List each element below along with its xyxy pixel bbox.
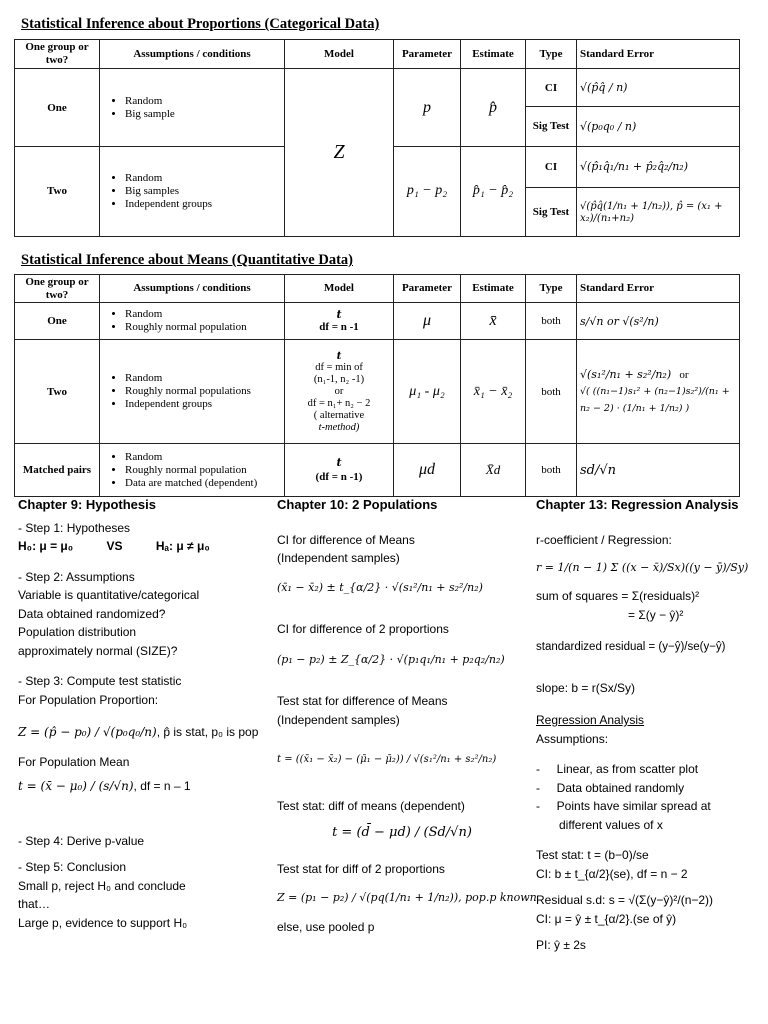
se-two-pooled: √( ((n₁−1)s₁² + (n₂−1)s₂²)/(n₁ + n₂ − 2) · (1/n₁ + 1/n₂) ) xyxy=(580,385,730,414)
model-line: (n₁-1, n₂ -1) xyxy=(313,373,365,385)
assumption-line: Data obtained randomized? xyxy=(18,606,166,621)
model-one xyxy=(285,303,394,340)
se-one-sig: √(p₀q₀ / n) xyxy=(577,107,740,147)
regression-title: Regression Analysis xyxy=(536,713,645,727)
test-stat: Test stat: t = (b−0)/se xyxy=(536,848,649,862)
assumptions-two xyxy=(100,146,285,236)
model-line: df = min of xyxy=(315,361,363,373)
step-5: - Step 5: Conclusion xyxy=(18,860,127,874)
estimate-two: x̄₁ − x̄₂ xyxy=(461,340,526,444)
assumption-item: • Big samples xyxy=(125,185,281,198)
assumptions-two xyxy=(100,340,285,444)
model-matched xyxy=(285,444,394,497)
parameter-one: p xyxy=(394,69,461,146)
assumption-item: • Independent groups xyxy=(125,198,281,211)
col-header-model: Model xyxy=(285,275,394,303)
model-line: ( alternative xyxy=(313,409,365,421)
parameter-one: μ xyxy=(394,303,461,340)
ts-dep-formula: t = (d̄ − μd) / (Sd/√n) xyxy=(332,825,472,841)
residual-sd: Residual s.d: s = √(Σ(y−ŷ)²/(n−2)) xyxy=(536,893,714,907)
model-t: t xyxy=(336,456,342,469)
prediction-interval: PI: ŷ ± 2s xyxy=(536,938,586,952)
assumption-item: • Data are matched (dependent) xyxy=(125,477,281,490)
type-both: both xyxy=(526,444,577,497)
ci-means-formula: (x̄₁ − x̄₂) ± t_{α/2} · √(s₁²/n₁ + s₂²/n₂) xyxy=(277,581,483,595)
conclusion-line: Small p, reject H₀ and conclude xyxy=(18,878,186,893)
chapter-10-heading: Chapter 10: 2 Populations xyxy=(277,497,438,512)
assumption-item: • Big sample xyxy=(125,108,281,121)
model-line: t-method) xyxy=(318,421,360,433)
type-ci: CI xyxy=(526,146,577,188)
se-two-unpooled: √(s₁²/n₁ + s₂²/n₂) xyxy=(580,367,672,381)
reg-assumption: - Points have similar spread at xyxy=(536,799,711,813)
type-sig-test: Sig Test xyxy=(526,107,577,147)
assumption-item: • Roughly normal population xyxy=(125,321,281,334)
model-t: t xyxy=(336,349,342,362)
assumption-item: • Random xyxy=(125,372,281,385)
model-two xyxy=(285,340,394,444)
assumption-item: • Independent groups xyxy=(125,398,281,411)
col-header-model: Model xyxy=(285,40,394,69)
col-header-groups: One group or two? xyxy=(15,40,100,69)
ci-means-subtitle: (Independent samples) xyxy=(277,551,400,565)
col-header-type: Type xyxy=(526,275,577,303)
ci-slope: CI: b ± t_{α/2}(se), df = n − 2 xyxy=(536,866,688,881)
standardized-residual: standardized residual = (y−ŷ)/se(y−ŷ) xyxy=(536,641,726,653)
col-header-type: Type xyxy=(526,40,577,69)
col-header-se: Standard Error xyxy=(577,275,740,303)
means-table xyxy=(14,274,740,497)
row-label-two: Two xyxy=(15,146,100,236)
conclusion-line: that… xyxy=(18,897,51,911)
se-two-ci: √(p̂₁q̂₁/n₁ + p̂₂q̂₂/n₂) xyxy=(577,146,740,188)
se-or: or xyxy=(679,368,689,381)
type-sig-test: Sig Test xyxy=(526,188,577,237)
z-formula: Z = (p̂ − p₀) / √(p₀q₀/n) xyxy=(18,724,157,739)
ci-prop-title: CI for difference of 2 proportions xyxy=(277,621,449,636)
col-header-groups: One group or two? xyxy=(15,275,100,303)
assumptions-one xyxy=(100,69,285,146)
model-line: df = n₁+ n₂ − 2 xyxy=(307,397,371,409)
z-note: , p̂ is stat, p₀ is pop xyxy=(156,724,259,739)
ts-means-subtitle: (Independent samples) xyxy=(277,712,400,727)
estimate-two: p̂₁ − p̂₂ xyxy=(461,146,526,236)
type-both: both xyxy=(526,340,577,444)
col-header-estimate: Estimate xyxy=(461,40,526,69)
model-df: df = n -1 xyxy=(319,321,359,333)
t-note: , df = n – 1 xyxy=(133,779,191,794)
for-proportion: For Population Proportion: xyxy=(18,692,159,707)
ts-prop-formula: Z = (p₁ − p₂) / √(pq(1/n₁ + 1/n₂)) xyxy=(277,890,459,904)
for-mean: For Population Mean xyxy=(18,755,130,769)
ci-mean-response: CI: μ = ŷ ± t_{α/2}.(se of ŷ) xyxy=(536,911,677,926)
step-2: - Step 2: Assumptions xyxy=(18,569,135,584)
col-header-parameter: Parameter xyxy=(394,40,461,69)
parameter-matched: μd xyxy=(394,444,461,497)
assumptions-one xyxy=(100,303,285,340)
assumption-item: • Random xyxy=(125,95,281,108)
conclusion-line: Large p, evidence to support H₀ xyxy=(18,915,188,930)
sum-of-squares-2: = Σ(y − ŷ)² xyxy=(628,607,684,622)
proportions-table xyxy=(14,39,740,237)
type-both: both xyxy=(526,303,577,340)
sum-of-squares: sum of squares = Σ(residuals)² xyxy=(536,589,700,603)
assumption-item: • Roughly normal population xyxy=(125,464,281,477)
ts-means-formula: t = ((x̄₁ − x̄₂) − (μ̄₁ − μ̄₂)) / √(s₁²/n₁ + s₂²/n₂) xyxy=(277,753,497,765)
reg-assumption: different values of x xyxy=(559,817,663,832)
assumption-line: Variable is quantitative/categorical xyxy=(18,588,200,602)
col-header-parameter: Parameter xyxy=(394,275,461,303)
row-label-one: One xyxy=(15,303,100,340)
step-4: - Step 4: Derive p-value xyxy=(18,833,145,848)
se-one-ci: √(p̂q̂ / n) xyxy=(577,69,740,107)
chapter-10-column xyxy=(277,496,537,937)
r-title: r-coefficient / Regression: xyxy=(536,532,672,547)
type-ci: CI xyxy=(526,69,577,107)
means-title: Statistical Inference about Means (Quantitative Data) xyxy=(21,252,353,268)
assumptions-label: Assumptions: xyxy=(536,731,609,746)
assumption-item: • Random xyxy=(125,172,281,185)
chapter-9-heading: Chapter 9: Hypothesis xyxy=(18,497,156,512)
model-df: (df = n -1) xyxy=(315,471,363,483)
row-label-matched: Matched pairs xyxy=(15,444,100,497)
model-t: t xyxy=(336,308,342,321)
pooled-note: else, use pooled p xyxy=(277,920,375,934)
ts-prop-note: , pop.p known xyxy=(458,890,537,904)
reg-assumption: - Linear, as from scatter plot xyxy=(536,762,699,776)
t-formula: t = (x̄ − μ₀) / (s/√n) xyxy=(18,779,134,794)
col-header-assumptions: Assumptions / conditions xyxy=(100,275,285,303)
proportions-title: Statistical Inference about Proportions (Categorical Data) xyxy=(21,16,380,32)
reg-assumption: - Data obtained randomly xyxy=(536,780,685,795)
assumption-line: Population distribution xyxy=(18,625,137,639)
se-one: s/√n or √(s²/n) xyxy=(577,303,740,340)
se-two xyxy=(577,340,740,444)
estimate-matched: X̄d xyxy=(461,444,526,497)
assumption-item: • Roughly normal populations xyxy=(125,385,281,398)
r-formula: r = 1/(n − 1) Σ ((x − x̄)/Sx)((y − ȳ)/Sy) xyxy=(536,560,749,574)
parameter-two: μ₁ - μ₂ xyxy=(394,340,461,444)
assumptions-matched xyxy=(100,444,285,497)
chapter-13-column xyxy=(536,496,760,955)
assumption-item: • Random xyxy=(125,308,281,321)
parameter-two: p₁ − p₂ xyxy=(394,146,461,236)
col-header-estimate: Estimate xyxy=(461,275,526,303)
ci-means-title: CI for difference of Means xyxy=(277,532,415,547)
row-label-two: Two xyxy=(15,340,100,444)
se-matched: sd/√n xyxy=(577,444,740,497)
hypotheses: H₀: μ = μ₀ VS Hₐ: μ ≠ μ₀ xyxy=(18,539,210,553)
model-z: Z xyxy=(285,69,394,237)
chapter-13-heading: Chapter 13: Regression Analysis xyxy=(536,497,739,512)
assumption-item: • Random xyxy=(125,451,281,464)
ts-dep-title: Test stat: diff of means (dependent) xyxy=(277,799,465,813)
slope: slope: b = r(Sx/Sy) xyxy=(536,680,636,695)
estimate-one: p̂ xyxy=(461,69,526,146)
chapter-9-column xyxy=(18,496,268,932)
estimate-one: x̄ xyxy=(461,303,526,340)
row-label-one: One xyxy=(15,69,100,146)
col-header-se: Standard Error xyxy=(577,40,740,69)
step-1: - Step 1: Hypotheses xyxy=(18,520,131,535)
col-header-assumptions: Assumptions / conditions xyxy=(100,40,285,69)
assumption-line: approximately normal (SIZE)? xyxy=(18,643,178,658)
se-two-sig: √(p̂q̂(1/n₁ + 1/n₂)), p̂ = (x₁ + x₂)/(n₁+n₂) xyxy=(577,188,740,237)
ts-prop-title: Test stat for diff of 2 proportions xyxy=(277,861,445,876)
ci-prop-formula: (p₁ − p₂) ± Z_{α/2} · √(p₁q₁/n₁ + p₂q₂/n₂) xyxy=(277,652,505,666)
ts-means-title: Test stat for difference of Means xyxy=(277,694,448,708)
model-line: or xyxy=(334,385,344,397)
step-3: - Step 3: Compute test statistic xyxy=(18,674,182,688)
